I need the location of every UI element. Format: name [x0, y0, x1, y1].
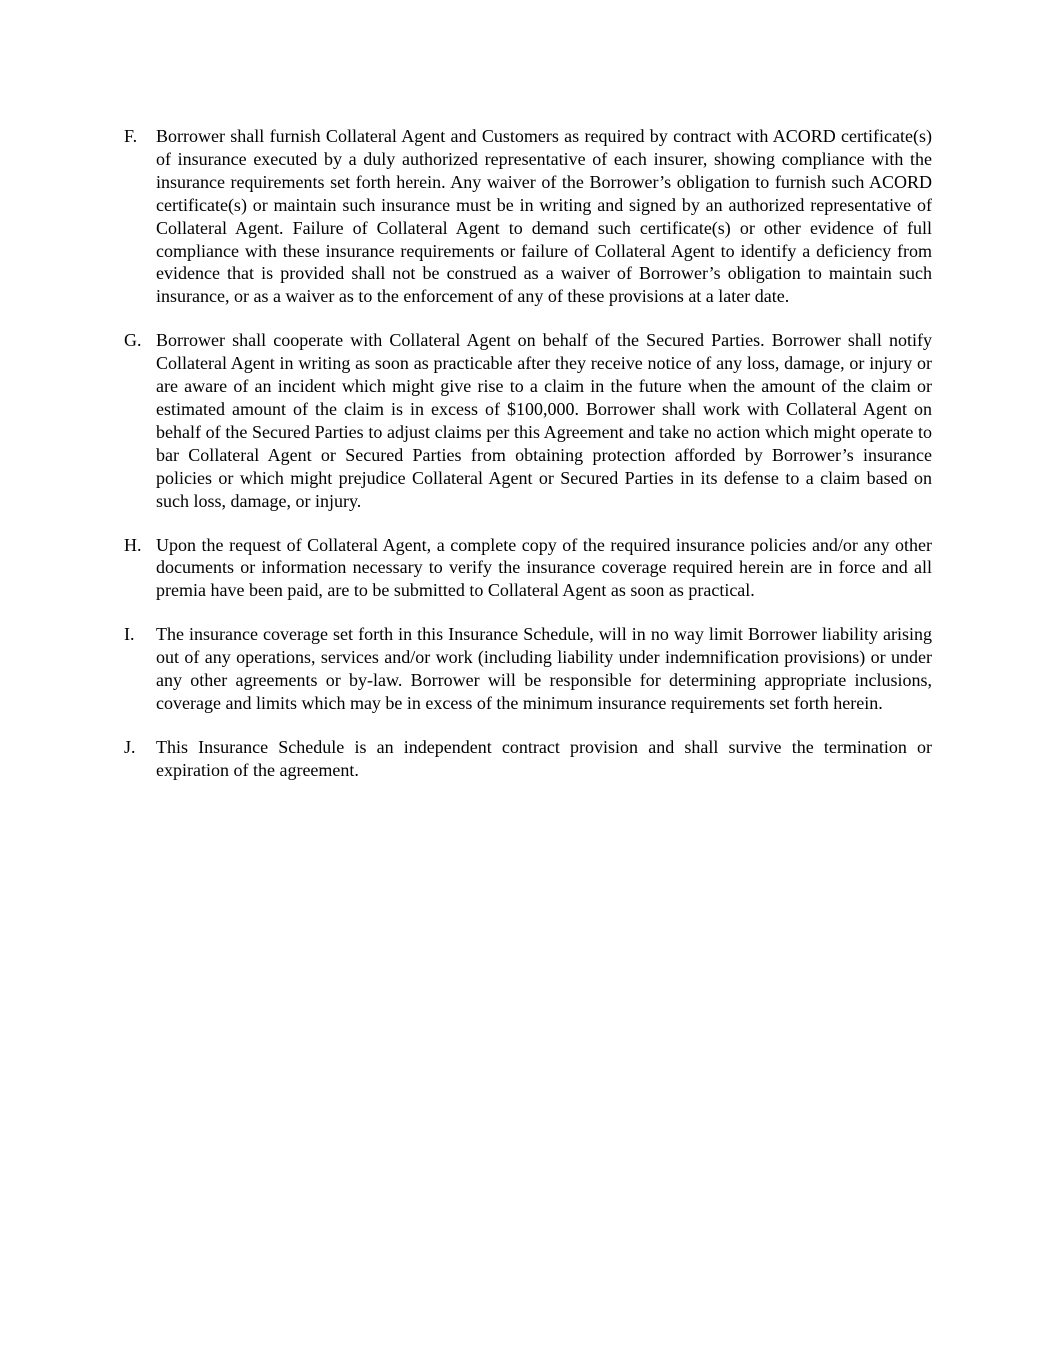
provision-text: Borrower shall furnish Collateral Agent and Customers as required by contract with ACORD certificate(s) of insurance executed by a duly authorized representative of each insurer, showing compliance with the insurance requirements set forth herein. Any waiver of the Borrower’s obligation to furnish such ACORD certificate(s) or maintain such insurance must be in writing and signed by an authorized representative of Collateral Agent. Failure of Collateral Agent to demand such certificate(s) or other evidence of full compliance with these insurance requirements or failure of Collateral Agent to identify a deficiency from evidence that is provided shall not be construed as a waiver of Borrower’s obligation to maintain such insurance, or as a waiver as to the enforcement of any of these provisions at a later date. — [156, 126, 932, 307]
provision-text: Borrower shall cooperate with Collateral Agent on behalf of the Secured Parties. Borrower shall notify Collateral Agent in writing as soon as practicable after they receive notice of any loss, damage, or injury or are aware of an incident which might give rise to a claim in the future when the amount of the claim or estimated amount of the claim is in excess of $100,000. Borrower shall work with Collateral Agent on behalf of the Secured Parties to adjust claims per this Agreement and take no action which might operate to bar Collateral Agent or Secured Parties from obtaining protection afforded by Borrower’s insurance policies or which might prejudice Collateral Agent or Secured Parties in its defense to a claim based on such loss, damage, or injury. — [156, 330, 932, 511]
provision-text: This Insurance Schedule is an independent contract provision and shall survive the termination or expiration of the agreement. — [156, 736, 932, 780]
provision-letter: I. — [124, 624, 135, 645]
provision-i — [124, 623, 932, 715]
provision-letter: F. — [124, 126, 138, 146]
provision-text: Upon the request of Collateral Agent, a complete copy of the required insurance policies and/or any other documents or information necessary to verify the insurance coverage required herein are in force and all premia have been paid, are to be submitted to Collateral Agent as soon as practical. — [156, 534, 932, 601]
provision-f — [124, 125, 932, 308]
insurance-provisions-list — [124, 125, 932, 803]
provision-letter: G. — [124, 330, 142, 351]
provision-j — [124, 736, 932, 782]
provision-h — [124, 534, 932, 603]
provision-letter: J. — [124, 736, 136, 757]
provision-text: The insurance coverage set forth in this Insurance Schedule, will in no way limit Borrower liability arising out of any operations, services and/or work (including liability under indemnification provisions) or under any other agreements or by-law. Borrower will be responsible for determining appropriate inclusions, coverage and limits which may be in excess of the minimum insurance requirements set forth herein. — [156, 624, 932, 713]
provision-g — [124, 329, 932, 512]
provision-letter: H. — [124, 534, 142, 555]
